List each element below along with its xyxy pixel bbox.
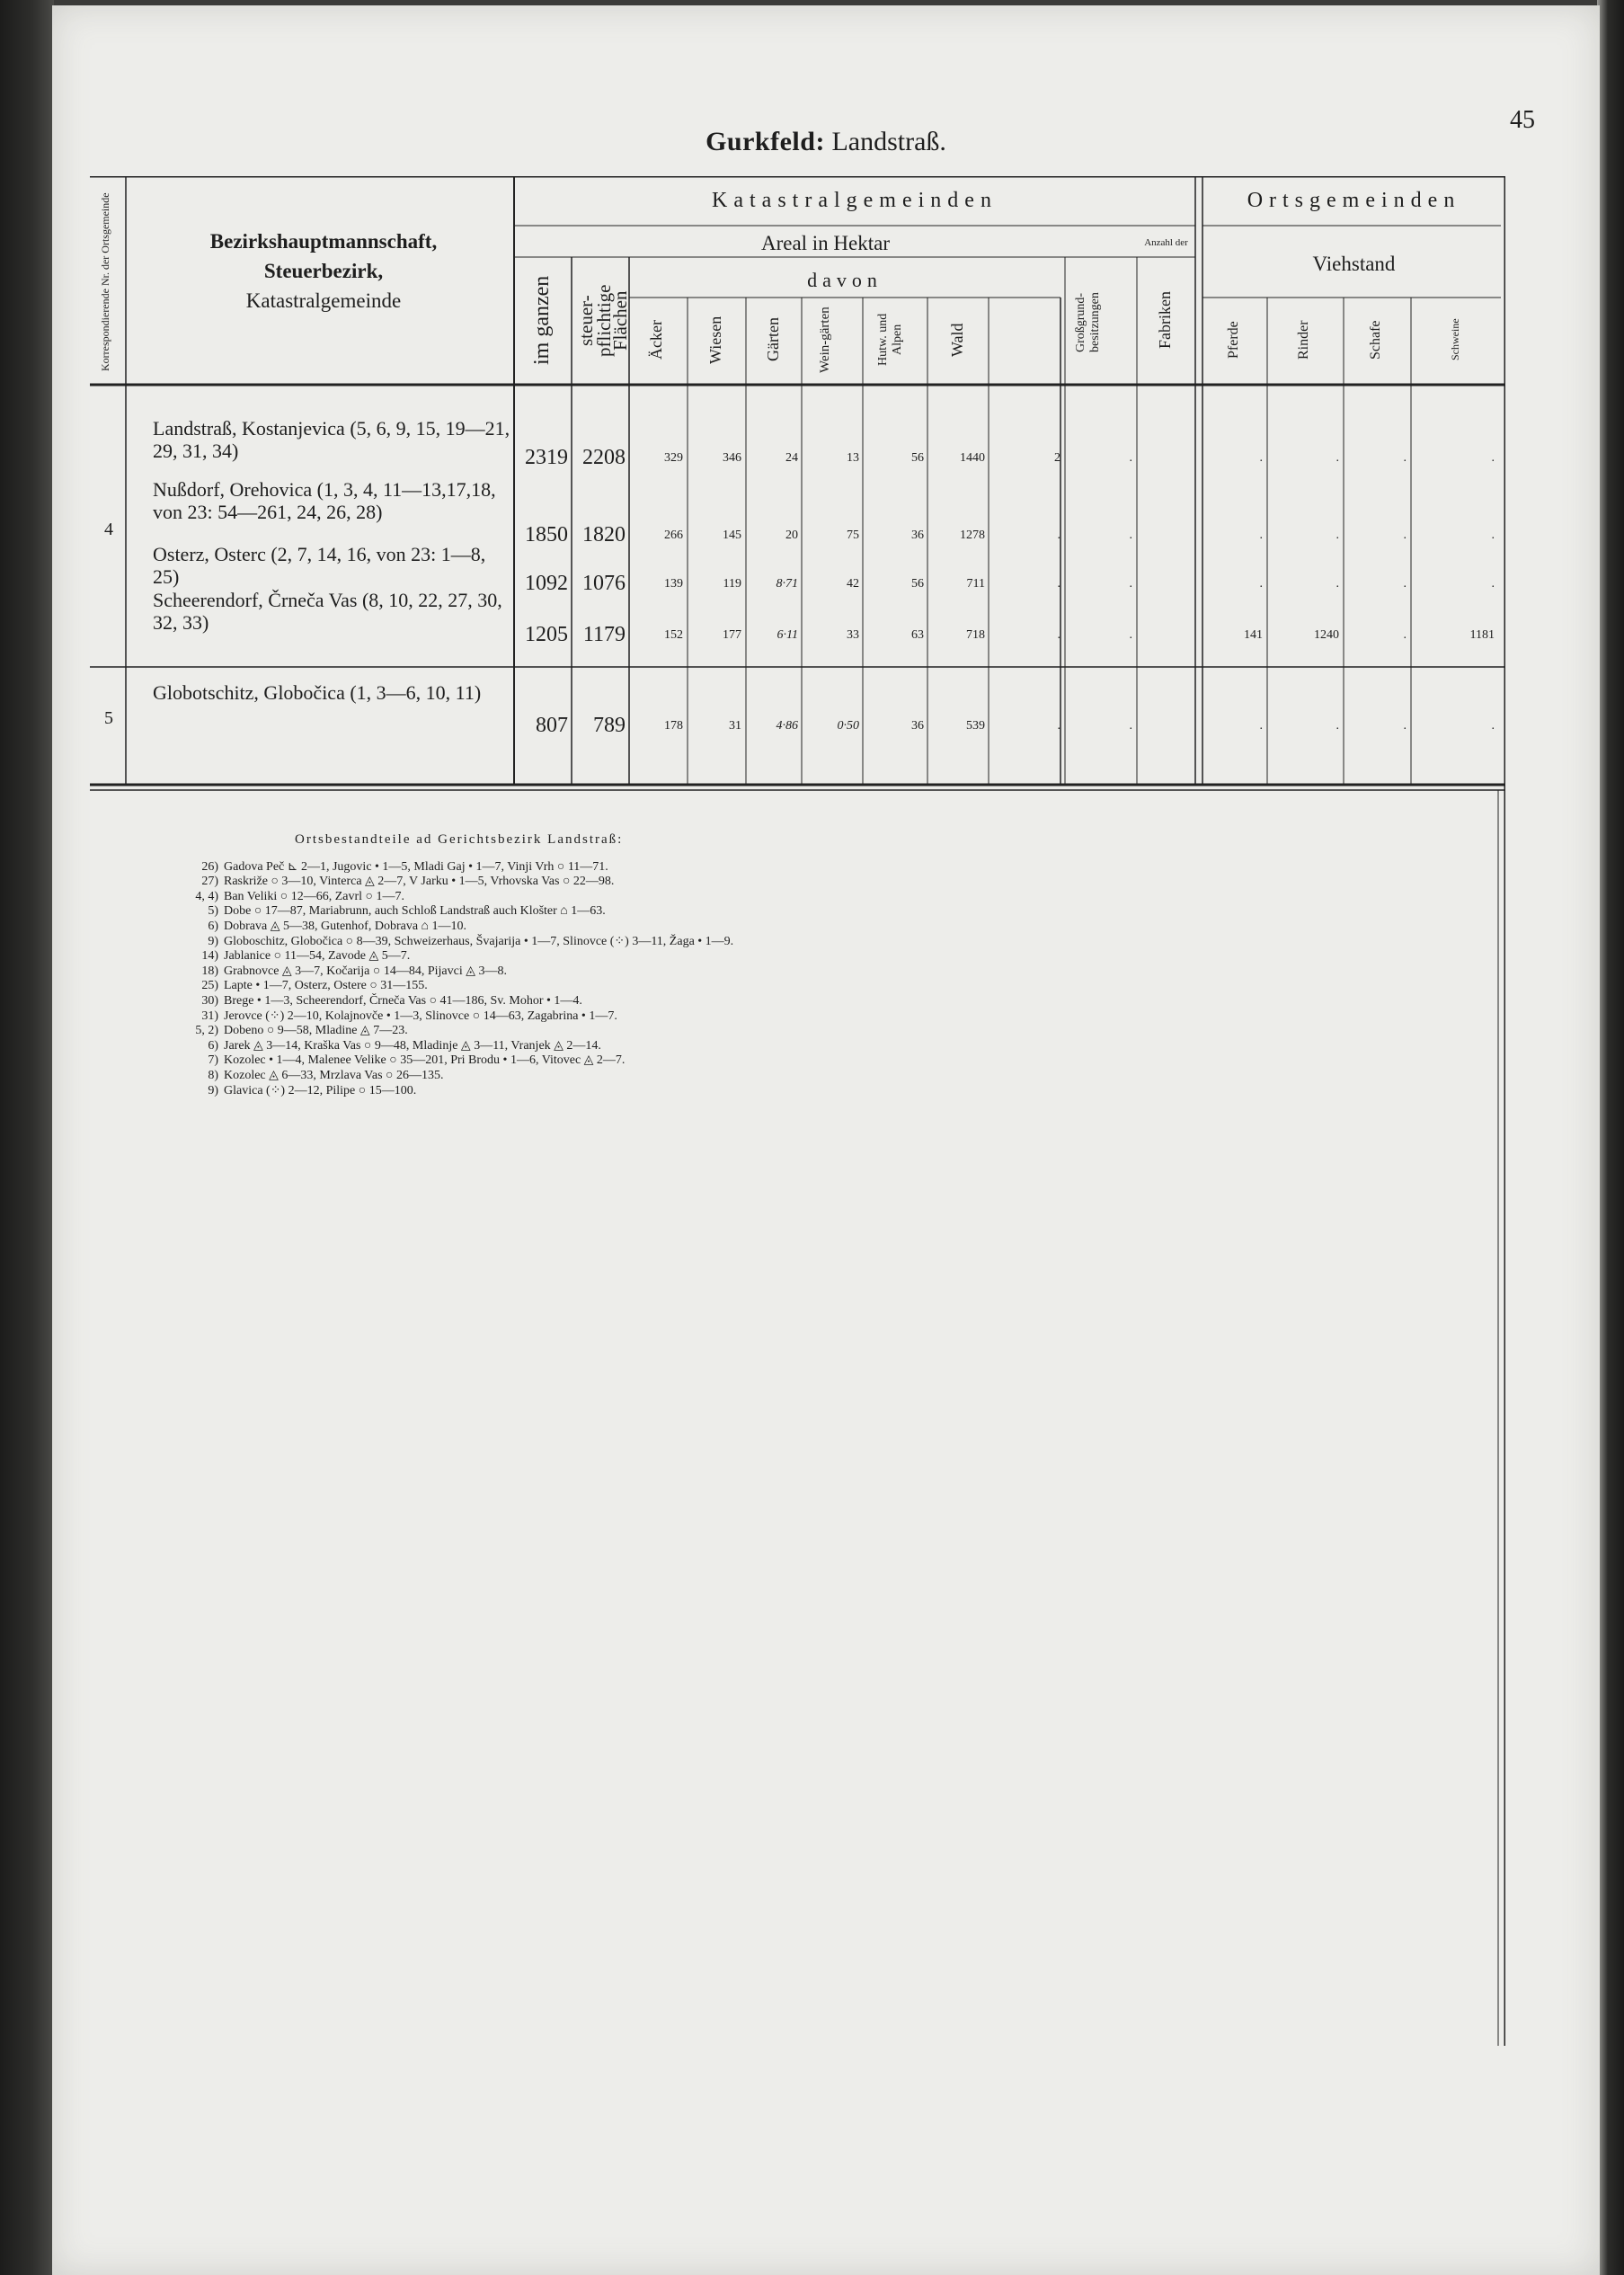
cell-wiesen: 177 [723, 628, 741, 642]
footnote-text: Kozolec ◬ 6—33, Mrzlava Vas ○ 26—135. [224, 1068, 444, 1082]
cell-wiesen: 31 [729, 719, 741, 733]
col-header-steuer-1: steuer- [575, 295, 597, 347]
cell-rinder: . [1336, 529, 1339, 542]
footnote-label: 14) [201, 949, 218, 964]
cell-aecker: 139 [664, 577, 683, 591]
footnote-label: 30) [201, 993, 218, 1008]
col-header-name-3: Katastralgemeinde [245, 289, 402, 312]
cell-gross: 2 [1054, 451, 1060, 465]
cell-steuer: 1076 [582, 572, 626, 595]
cell-hutw: 63 [911, 628, 924, 642]
footnote-line [133, 1009, 1481, 1025]
footnote-line [133, 1069, 1481, 1084]
footnote-text: Jerovce (⁘) 2—10, Kolajnovče • 1—3, Slinovce ○ 14—63, Zagabrina • 1—7. [224, 1009, 617, 1023]
katastral-name-globotschitz: Globotschitz, Globočica (1, 3—6, 10, 11) [153, 681, 482, 704]
katastral-name-landstrass: Landstraß, Kostanjevica (5, 6, 9, 15, 19—21, 29, 31, 34) [153, 417, 510, 462]
cell-im_ganzen: 1205 [525, 623, 568, 646]
cell-wald: 1440 [960, 451, 985, 465]
cell-aecker: 329 [664, 451, 683, 465]
footnote-text: Glavica (⁘) 2—12, Pilipe ○ 15—100. [224, 1083, 417, 1098]
footnote-label: 9) [208, 934, 218, 948]
cell-fabr: . [1129, 451, 1132, 465]
footnote-label: 7) [208, 1053, 218, 1068]
footnote-text: Lapte • 1—7, Osterz, Ostere ○ 31—155. [224, 979, 428, 993]
cell-wald: 718 [966, 628, 985, 642]
footnote-text: Globoschitz, Globočica ○ 8—39, Schweizerhaus, Švajarija • 1—7, Slinovce (⁘) 3—11, Žaga • 1—9. [224, 934, 734, 948]
footnote-text: Dobeno ○ 9—58, Mladine ◬ 7—23. [224, 1024, 408, 1038]
footnote-label: 5) [208, 904, 218, 919]
col-header-grossgrund: Großgrund-besitzungen [1074, 292, 1102, 352]
footnotes-heading: Ortsbestandteile ad Gerichtsbezirk Landstraß: [295, 832, 624, 847]
footnote-text: Jablanice ○ 11—54, Zavode ◬ 5—7. [224, 949, 411, 964]
cell-schafe: . [1403, 577, 1407, 591]
cell-rinder: . [1336, 451, 1339, 465]
cell-pferde: . [1259, 719, 1263, 733]
cell-schafe: . [1403, 628, 1407, 642]
col-header-nr: Korrespondierende Nr. der Ortsgemeinde [99, 192, 111, 371]
cell-schweine: 1181 [1469, 628, 1495, 642]
cell-schweine: . [1491, 577, 1495, 591]
col-header-steuer-2: pflichtige [593, 284, 615, 358]
col-header-schweine: Schweine [1449, 318, 1461, 361]
col-header-rinder: Rinder [1296, 320, 1311, 360]
footnote-line [133, 949, 1481, 964]
cell-schweine: . [1491, 451, 1495, 465]
cell-wiesen: 119 [723, 577, 741, 591]
footnote-text: Jarek ◬ 3—14, Kraška Vas ○ 9—48, Mladinje ◬ 3—11, Vranjek ◬ 2—14. [224, 1038, 601, 1053]
cell-wein: 42 [847, 577, 859, 591]
cell-im_ganzen: 1850 [525, 523, 568, 547]
cell-aecker: 266 [664, 529, 683, 542]
footnote-label: 5, 2) [195, 1024, 218, 1038]
katastral-name-nussdorf: Nußdorf, Orehovica (1, 3, 4, 11—13,17,18, von 23: 54—261, 24, 26, 28) [153, 478, 496, 523]
cell-gross: . [1057, 529, 1060, 542]
cell-im_ganzen: 2319 [525, 446, 568, 469]
cell-gaerten: 4·86 [776, 719, 798, 733]
footnote-line [133, 860, 1481, 875]
cell-schafe: . [1403, 529, 1407, 542]
cell-pferde: 141 [1244, 628, 1263, 642]
cell-aecker: 152 [664, 628, 683, 642]
cell-wein: 13 [847, 451, 859, 465]
cell-hutw: 36 [911, 719, 924, 733]
footnote-label: 6) [208, 1038, 218, 1053]
cell-fabr: . [1129, 628, 1132, 642]
footnote-line [133, 875, 1481, 890]
katastral-name-osterz: Osterz, Osterc (2, 7, 14, 16, von 23: 1—8, 25) [153, 543, 486, 588]
group-katastralgemeinden: Katastralgemeinden [712, 189, 998, 212]
footnote-label: 6) [208, 919, 218, 933]
cell-steuer: 789 [593, 714, 626, 737]
katastral-name-scheerendorf: Scheerendorf, Črneča Vas (8, 10, 22, 27, 30, 32, 33) [153, 589, 502, 634]
col-header-name-1: Bezirkshauptmannschaft, [209, 230, 438, 253]
cell-gross: . [1057, 719, 1060, 733]
footnote-label: 18) [201, 964, 218, 978]
footnote-line [133, 890, 1481, 905]
col-header-fabriken: Fabriken [1156, 291, 1174, 349]
cell-steuer: 1179 [582, 623, 626, 646]
footnote-text: Ban Veliki ○ 12—66, Zavrl ○ 1—7. [224, 889, 404, 903]
cell-fabr: . [1129, 529, 1132, 542]
footnote-label: 31) [201, 1009, 218, 1023]
row-nr-4: 4 [104, 520, 113, 539]
cell-gaerten: 6·11 [777, 628, 798, 642]
page-title [52, 127, 1600, 157]
cell-wald: 1278 [960, 529, 985, 542]
cell-rinder: 1240 [1314, 628, 1339, 642]
footnote-line [133, 920, 1481, 935]
cell-wein: 75 [847, 529, 859, 542]
cell-wiesen: 145 [723, 529, 741, 542]
cell-gaerten: 20 [785, 529, 798, 542]
cell-pferde: . [1259, 451, 1263, 465]
footnote-text: Kozolec • 1—4, Malenee Velike ○ 35—201, Pri Brodu • 1—6, Vitovec ◬ 2—7. [224, 1053, 626, 1068]
cell-wiesen: 346 [723, 451, 741, 465]
footnotes-section [133, 832, 1481, 1098]
footnote-text: Dobrava ◬ 5—38, Gutenhof, Dobrava ⌂ 1—10. [224, 919, 466, 933]
footnote-label: 26) [201, 859, 218, 874]
footnote-line [133, 994, 1481, 1009]
cell-wein: 33 [847, 628, 859, 642]
cell-schafe: . [1403, 451, 1407, 465]
cell-schweine: . [1491, 719, 1495, 733]
cell-schafe: . [1403, 719, 1407, 733]
group-anzahl: Anzahl der [1144, 237, 1188, 248]
footnote-text: Dobe ○ 17—87, Mariabrunn, auch Schloß Landstraß auch Klošter ⌂ 1—63. [224, 904, 606, 919]
cell-hutw: 36 [911, 529, 924, 542]
col-header-weingaerten: Wein-gärten [818, 307, 832, 373]
document-page [52, 5, 1600, 2275]
cell-gaerten: 24 [785, 451, 798, 465]
cell-hutw: 56 [911, 577, 924, 591]
footnote-label: 4, 4) [195, 889, 218, 903]
col-header-schafe: Schafe [1368, 320, 1383, 360]
cell-hutw: 56 [911, 451, 924, 465]
footnote-line [133, 964, 1481, 980]
footnote-line [133, 1024, 1481, 1039]
footnote-line [133, 1053, 1481, 1069]
cell-gross: . [1057, 628, 1060, 642]
col-header-hutweiden: Hutw. und Alpen [876, 313, 904, 367]
footnote-label: 25) [201, 979, 218, 993]
cell-rinder: . [1336, 577, 1339, 591]
col-header-im-ganzen: im ganzen [530, 275, 554, 365]
footnote-line [133, 1084, 1481, 1099]
col-header-pferde: Pferde [1226, 321, 1241, 359]
title-bold: Gurkfeld: [706, 127, 825, 156]
footnote-text: Raskriže ○ 3—10, Vinterca ◬ 2—7, V Jarku • 1—5, Vrhovska Vas ○ 22—98. [224, 875, 615, 889]
group-ortsgemeinden: Ortsgemeinden [1247, 189, 1461, 212]
footnote-line [133, 979, 1481, 994]
cell-gaerten: 8·71 [776, 577, 798, 591]
cell-wald: 539 [966, 719, 985, 733]
cell-rinder: . [1336, 719, 1339, 733]
group-davon: davon [807, 269, 883, 291]
footnote-text: Gadova Peč ⊾ 2—1, Jugovic • 1—5, Mladi Gaj • 1—7, Vinji Vrh ○ 11—71. [224, 859, 608, 874]
col-header-wald: Wald [948, 323, 966, 357]
footnote-text: Grabnovce ◬ 3—7, Kočarija ○ 14—84, Pijavci ◬ 3—8. [224, 964, 507, 978]
cell-steuer: 2208 [582, 446, 626, 469]
cell-aecker: 178 [664, 719, 683, 733]
cell-im_ganzen: 1092 [525, 572, 568, 595]
cell-wein: 0·50 [837, 719, 859, 733]
row-nr-5: 5 [104, 708, 113, 728]
footnote-line [133, 1039, 1481, 1054]
cell-pferde: . [1259, 577, 1263, 591]
footnote-line [133, 904, 1481, 920]
cell-fabr: . [1129, 577, 1132, 591]
col-header-aecker: Äcker [647, 320, 665, 360]
cell-steuer: 1820 [582, 523, 626, 547]
footnote-label: 9) [208, 1083, 218, 1098]
col-header-steuer-3: Flächen [609, 290, 631, 351]
page-number: 45 [1510, 106, 1535, 134]
col-header-wiesen: Wiesen [706, 315, 724, 364]
group-areal: Areal in Hektar [760, 232, 891, 254]
cell-fabr: . [1129, 719, 1132, 733]
cell-im_ganzen: 807 [536, 714, 568, 737]
footnote-label: 8) [208, 1068, 218, 1082]
cell-pferde: . [1259, 529, 1263, 542]
cell-wald: 711 [966, 577, 985, 591]
cell-gross: . [1057, 577, 1060, 591]
footnotes-list [133, 860, 1481, 1099]
footnote-label: 27) [201, 875, 218, 889]
footnote-text: Brege • 1—3, Scheerendorf, Črneča Vas ○ 41—186, Sv. Mohor • 1—4. [224, 993, 582, 1008]
title-rest: Landstraß. [824, 127, 946, 156]
group-viehstand: Viehstand [1312, 253, 1396, 275]
col-header-name-2: Steuerbezirk, [263, 260, 384, 282]
cell-schweine: . [1491, 529, 1495, 542]
footnote-line [133, 935, 1481, 950]
scan-border-left [0, 0, 54, 2275]
col-header-gaerten: Gärten [764, 317, 782, 362]
scan-border-right [1597, 0, 1624, 2275]
